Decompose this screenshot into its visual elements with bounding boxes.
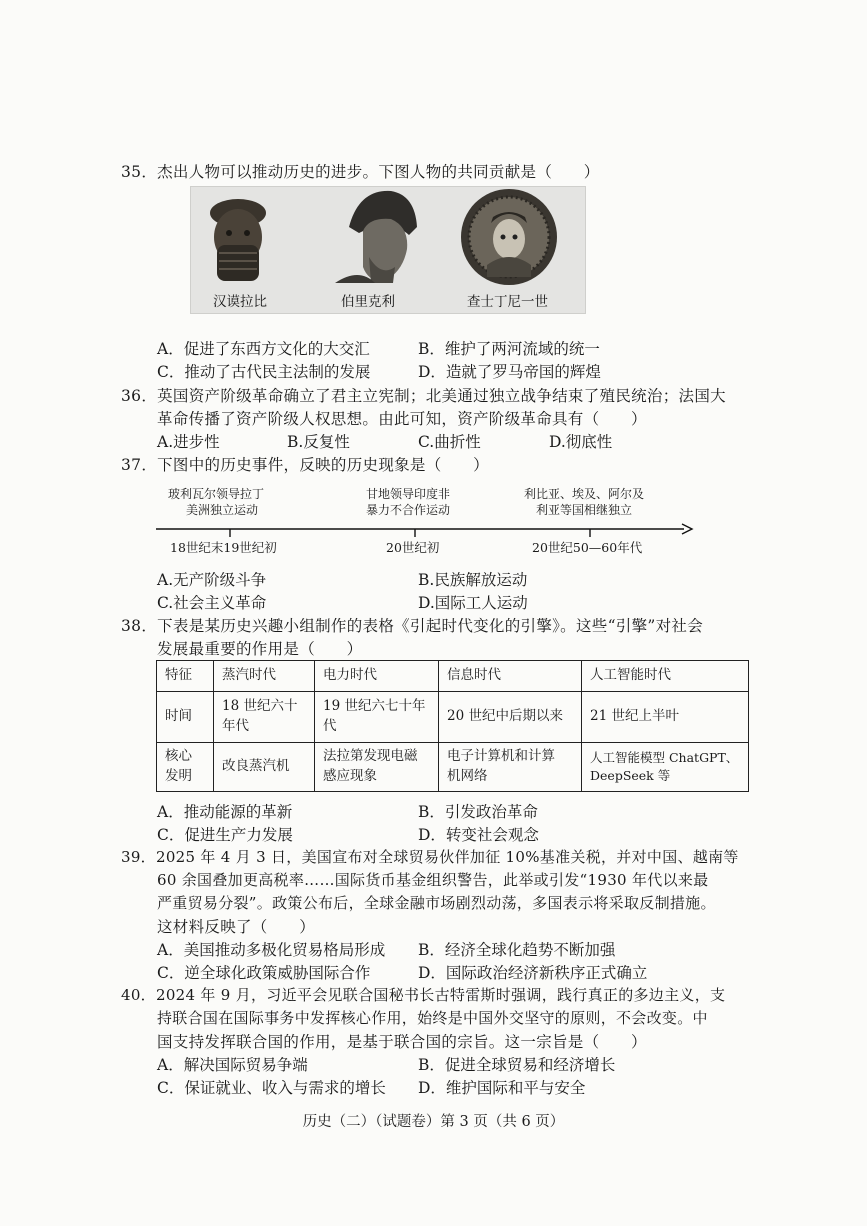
page-footer: 历史（二）（试题卷）第 3 页（共 6 页） xyxy=(302,1114,565,1130)
justinian-mosaic-icon xyxy=(459,187,559,291)
caption-pericles: 伯里克利 xyxy=(341,294,395,310)
timeline-event-2-line1: 甘地领导印度非 xyxy=(366,487,451,501)
q36-option-b[interactable]: B.反复性 xyxy=(287,433,350,451)
q37-stem: 37．下图中的历史事件，反映的历史现象是（ ） xyxy=(121,456,489,474)
q38-engine-table xyxy=(156,660,749,792)
q38-option-a[interactable]: A．推动能源的革新 xyxy=(157,803,293,821)
q38-option-c[interactable]: C．促进生产力发展 xyxy=(157,826,293,844)
q36-option-a[interactable]: A.进步性 xyxy=(157,433,220,451)
q38-stem-line1: 38．下表是某历史兴趣小组制作的表格《引起时代变化的引擎》。这些“引擎”对社会 xyxy=(121,617,704,635)
timeline-event-1-line1: 玻利瓦尔领导拉丁 xyxy=(168,487,265,501)
timeline-event-1-line2: 美洲独立运动 xyxy=(186,503,259,518)
q36-option-d[interactable]: D.彻底性 xyxy=(549,433,613,451)
q38-option-d[interactable]: D．转变社会观念 xyxy=(418,826,539,844)
q39-option-a[interactable]: A．美国推动多极化贸易格局形成 xyxy=(157,941,386,959)
q36-stem-line2: 革命传播了资产阶级人权思想。由此可知，资产阶级革命具有（ ） xyxy=(157,410,647,428)
q36-stem-line1: 36．英国资产阶级革命确立了君主立宪制；北美通过独立战争结束了殖民统治；法国大 xyxy=(121,387,726,405)
table-cell: 人工智能时代 xyxy=(582,661,749,692)
caption-hammurabi: 汉谟拉比 xyxy=(213,294,267,310)
timeline-axis xyxy=(150,520,695,540)
q39-option-c[interactable]: C．逆全球化政策威胁国际合作 xyxy=(157,964,371,982)
timeline-event-3 xyxy=(524,486,644,518)
table-header-row xyxy=(157,661,749,692)
timeline-event-3-line2: 利亚等国相继独立 xyxy=(536,503,633,518)
table-cell: 人工智能模型 ChatGPT、 DeepSeek 等 xyxy=(582,743,749,792)
pericles-helmet-icon xyxy=(329,187,429,291)
table-row xyxy=(157,692,749,743)
timeline-event-2 xyxy=(366,486,450,518)
q40-line2: 持联合国在国际事务中发挥核心作用，始终是中国外交坚守的原则，不会改变。中 xyxy=(157,1009,708,1027)
table-cell: 21 世纪上半叶 xyxy=(582,692,749,743)
q37-option-b[interactable]: B.民族解放运动 xyxy=(418,571,528,589)
q39-option-b[interactable]: B．经济全球化趋势不断加强 xyxy=(418,941,616,959)
q36-option-c[interactable]: C.曲折性 xyxy=(418,433,481,451)
q37-option-c[interactable]: C.社会主义革命 xyxy=(157,594,267,612)
q40-line3: 国支持发挥联合国的作用，是基于联合国的宗旨。这一宗旨是（ ） xyxy=(157,1033,647,1051)
q40-option-a[interactable]: A．解决国际贸易争端 xyxy=(157,1056,308,1074)
timeline-date-3: 20世纪50—60年代 xyxy=(532,540,643,555)
q39-option-d[interactable]: D．国际政治经济新秩序正式确立 xyxy=(418,964,648,982)
q39-line3: 严重贸易分裂”。政策公布后，全球金融市场剧烈动荡，多国表示将采取反制措施。 xyxy=(157,894,716,912)
q35-option-a[interactable]: A．促进了东西方文化的大交汇 xyxy=(157,340,370,358)
timeline-date-2: 20世纪初 xyxy=(386,540,440,555)
timeline-event-1 xyxy=(168,486,264,518)
q35-option-b[interactable]: B．维护了两河流域的统一 xyxy=(418,340,600,358)
table-cell: 电力时代 xyxy=(315,661,439,692)
table-cell: 法拉第发现电磁 感应现象 xyxy=(315,743,439,792)
timeline-event-3-line1: 利比亚、埃及、阿尔及 xyxy=(524,487,645,501)
caption-justinian: 查士丁尼一世 xyxy=(467,294,548,310)
q35-stem: 35．杰出人物可以推动历史的进步。下图人物的共同贡献是（ ） xyxy=(121,163,600,181)
q38-stem-line2: 发展最重要的作用是（ ） xyxy=(157,640,363,658)
q35-option-d[interactable]: D．造就了罗马帝国的辉煌 xyxy=(418,363,601,381)
timeline-date-1: 18世纪末19世纪初 xyxy=(170,540,277,555)
table-row xyxy=(157,743,749,792)
q39-line4: 这材料反映了（ ） xyxy=(157,918,316,936)
q38-option-b[interactable]: B．引发政治革命 xyxy=(418,803,538,821)
q40-option-b[interactable]: B．促进全球贸易和经济增长 xyxy=(418,1056,616,1074)
table-cell: 特征 xyxy=(157,661,214,692)
table-cell: 时间 xyxy=(157,692,214,743)
table-cell: 电子计算机和计算 机网络 xyxy=(439,743,582,792)
q37-timeline xyxy=(150,482,695,562)
table-cell: 改良蒸汽机 xyxy=(214,743,315,792)
table-cell: 19 世纪六七十年 代 xyxy=(315,692,439,743)
table-cell: 蒸汽时代 xyxy=(214,661,315,692)
timeline-event-2-line2: 暴力不合作运动 xyxy=(366,503,451,518)
q37-option-d[interactable]: D.国际工人运动 xyxy=(418,594,528,612)
hammurabi-bust-icon xyxy=(203,193,273,289)
q40-option-c[interactable]: C．保证就业、收入与需求的增长 xyxy=(157,1079,386,1097)
q40-line1: 40．2024 年 9 月，习近平会见联合国秘书长古特雷斯时强调，践行真正的多边主义，支 xyxy=(121,986,726,1004)
table-cell: 18 世纪六十 年代 xyxy=(214,692,315,743)
q39-line2: 60 余国叠加更高税率……国际货币基金组织警告，此举或引发“1930 年代以来最 xyxy=(157,871,709,889)
q37-option-a[interactable]: A.无产阶级斗争 xyxy=(157,571,267,589)
table-cell: 20 世纪中后期以来 xyxy=(439,692,582,743)
q39-line1: 39．2025 年 4 月 3 日，美国宣布对全球贸易伙伴加征 10%基准关税，并对中国、越南等 xyxy=(121,848,739,866)
table-cell: 核心 发明 xyxy=(157,743,214,792)
table-cell: 信息时代 xyxy=(439,661,582,692)
q35-option-c[interactable]: C．推动了古代民主法制的发展 xyxy=(157,363,371,381)
q35-figure-panel xyxy=(190,186,586,314)
q40-option-d[interactable]: D．维护国际和平与安全 xyxy=(418,1079,586,1097)
